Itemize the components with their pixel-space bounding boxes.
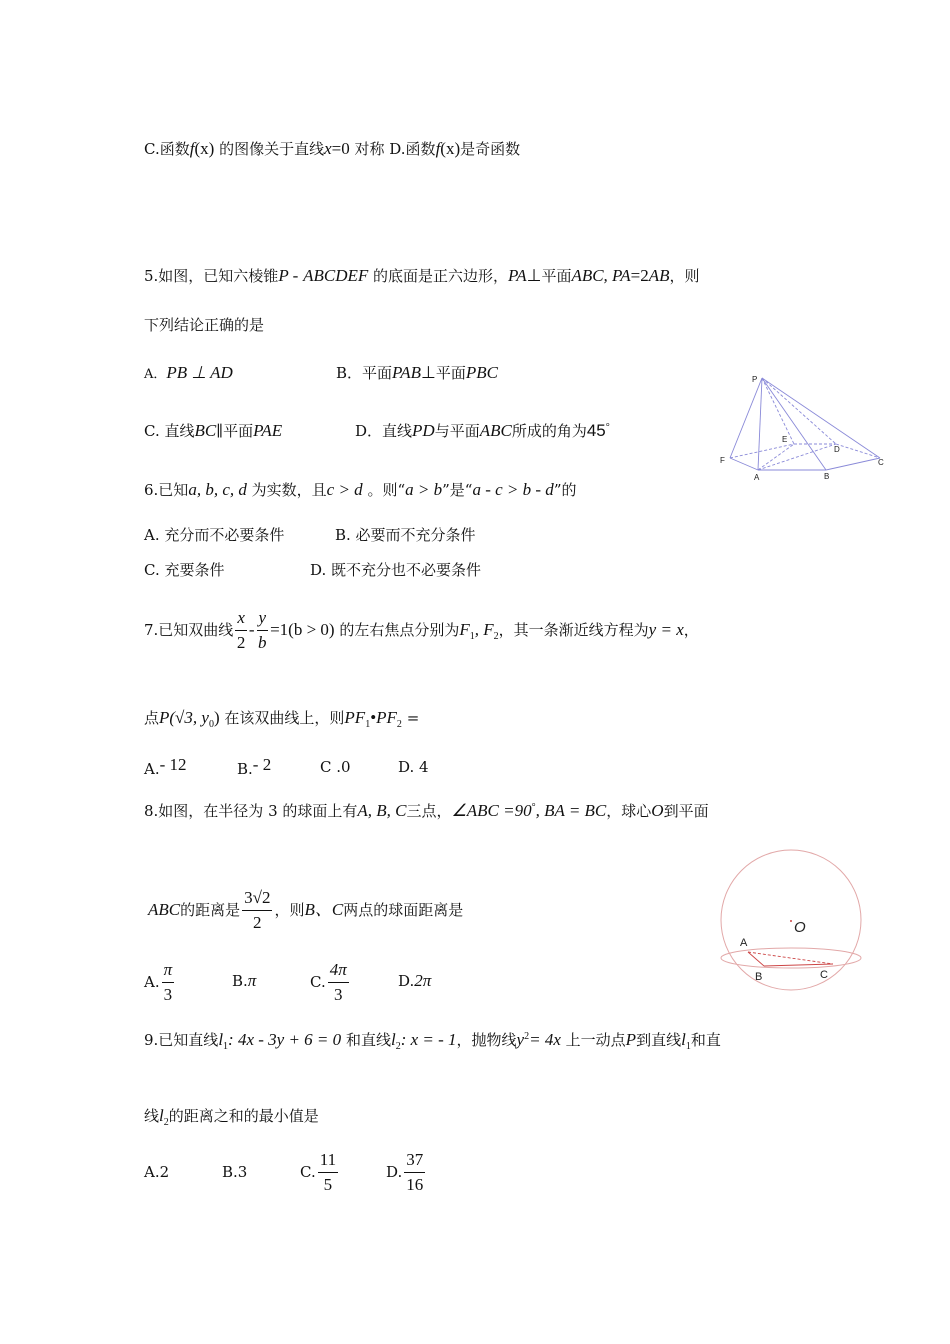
q5-option-c: C. 直线BC∥平面PAE <box>144 421 283 440</box>
q5-stem: 5.如图，已知六棱锥P - ABCDEF 的底面是正六边形，PA⊥平面ABC, PA=2AB，则 <box>144 266 700 285</box>
segment-ac <box>748 952 833 964</box>
edge-pf <box>730 378 762 458</box>
q5-stem-line2: 下列结论正确的是 <box>144 316 265 334</box>
edge-bc <box>826 458 880 470</box>
q5-option-a: A．PB ⊥ AD <box>144 363 233 382</box>
sphere-figure <box>718 848 868 994</box>
label-b: B <box>824 472 830 481</box>
edge-pc <box>762 378 880 458</box>
segment-ab <box>748 952 764 966</box>
q8-stem-line2: ABC的距离是 $\frac{3√2}{2}$ ，则B、C两点的球面距离是 <box>148 888 464 933</box>
q9-option-d: D. $\frac{37}{16}$ <box>386 1150 424 1195</box>
q4-options-cd: C.函数f(x) 的图像关于直线x=0 对称 D.函数f(x)是奇函数 <box>144 139 521 158</box>
label-o: O <box>794 919 806 936</box>
label-e: E <box>782 435 788 444</box>
q6-option-c: C. 充要条件 <box>144 561 225 579</box>
segment-bc <box>764 964 833 966</box>
edge-ad <box>758 444 836 470</box>
edge-pe <box>762 378 794 444</box>
q8-stem: 8.如图，在半径为 3 的球面上有A, B, C三点，∠ABC =90°, BA = BC，球心O到平面 <box>144 801 709 820</box>
edge-pa <box>758 378 762 470</box>
q7-option-c: C .0 <box>320 758 351 776</box>
q9-stem: 9.已知直线$l_1$: 4x - 3y + 6 = 0 和直线$l_2$: x = - 1，抛物线$y^2= 4x$ 上一动点P到直线$l_1$和直 <box>144 1030 721 1052</box>
label-b: B <box>755 971 763 983</box>
q7-stem-line2: 点P(√3, $y_0$) 在该双曲线上，则$PF_1•PF_2$ = <box>144 708 420 730</box>
label-a: A <box>740 937 748 949</box>
label-d: D <box>834 445 840 454</box>
label-c: C <box>820 969 828 981</box>
q6-stem: 6.已知a, b, c, d 为实数，且c > d 。则“a > b”是“a - c > b - d”的 <box>144 480 577 499</box>
edge-dc <box>836 444 880 458</box>
q7-option-a: A.- 12 <box>144 755 187 778</box>
q7-option-b: B.- 2 <box>237 755 272 778</box>
q8-option-d: D.2π <box>398 971 432 990</box>
edge-pd <box>762 378 836 444</box>
label-a: A <box>754 473 760 482</box>
q9-option-b: B.3 <box>222 1163 248 1181</box>
q7-stem: 7.已知双曲线 $\frac{x}{2}$ - $\frac{y}{b}$ =1(b > 0) 的左右焦点分别为$F_1$, $F_2$，其一条渐近线方程为y = x， <box>144 608 699 653</box>
q9-option-a: A.2 <box>144 1163 170 1181</box>
label-f: F <box>720 456 725 465</box>
q6-option-a: A. 充分而不必要条件 <box>144 526 285 544</box>
q8-option-c: C. $\frac{4\pi}{3}$ <box>310 960 347 1005</box>
center-point <box>790 920 792 922</box>
label-p: P <box>752 375 758 384</box>
q8-option-a: A. $\frac{\pi}{3}$ <box>144 960 173 1005</box>
q9-option-c: C. $\frac{11}{5}$ <box>300 1150 337 1195</box>
pyramid-figure <box>718 370 890 482</box>
q9-stem-line2: 线$l_2$的距离之和的最小值是 <box>144 1106 319 1128</box>
q6-option-d: D. 既不充分也不必要条件 <box>310 561 482 579</box>
q8-option-b: B.π <box>232 971 257 990</box>
q6-option-b: B. 必要而不充分条件 <box>335 526 476 544</box>
edge-fa <box>730 458 758 470</box>
q7-option-d: D. 4 <box>398 758 429 776</box>
label-c: C <box>878 458 884 467</box>
q5-option-b: B．平面PAB⊥平面PBC <box>336 363 498 382</box>
edge-pb <box>762 378 826 470</box>
q5-option-d: D．直线PD与平面ABC所成的角为45° <box>355 421 610 440</box>
